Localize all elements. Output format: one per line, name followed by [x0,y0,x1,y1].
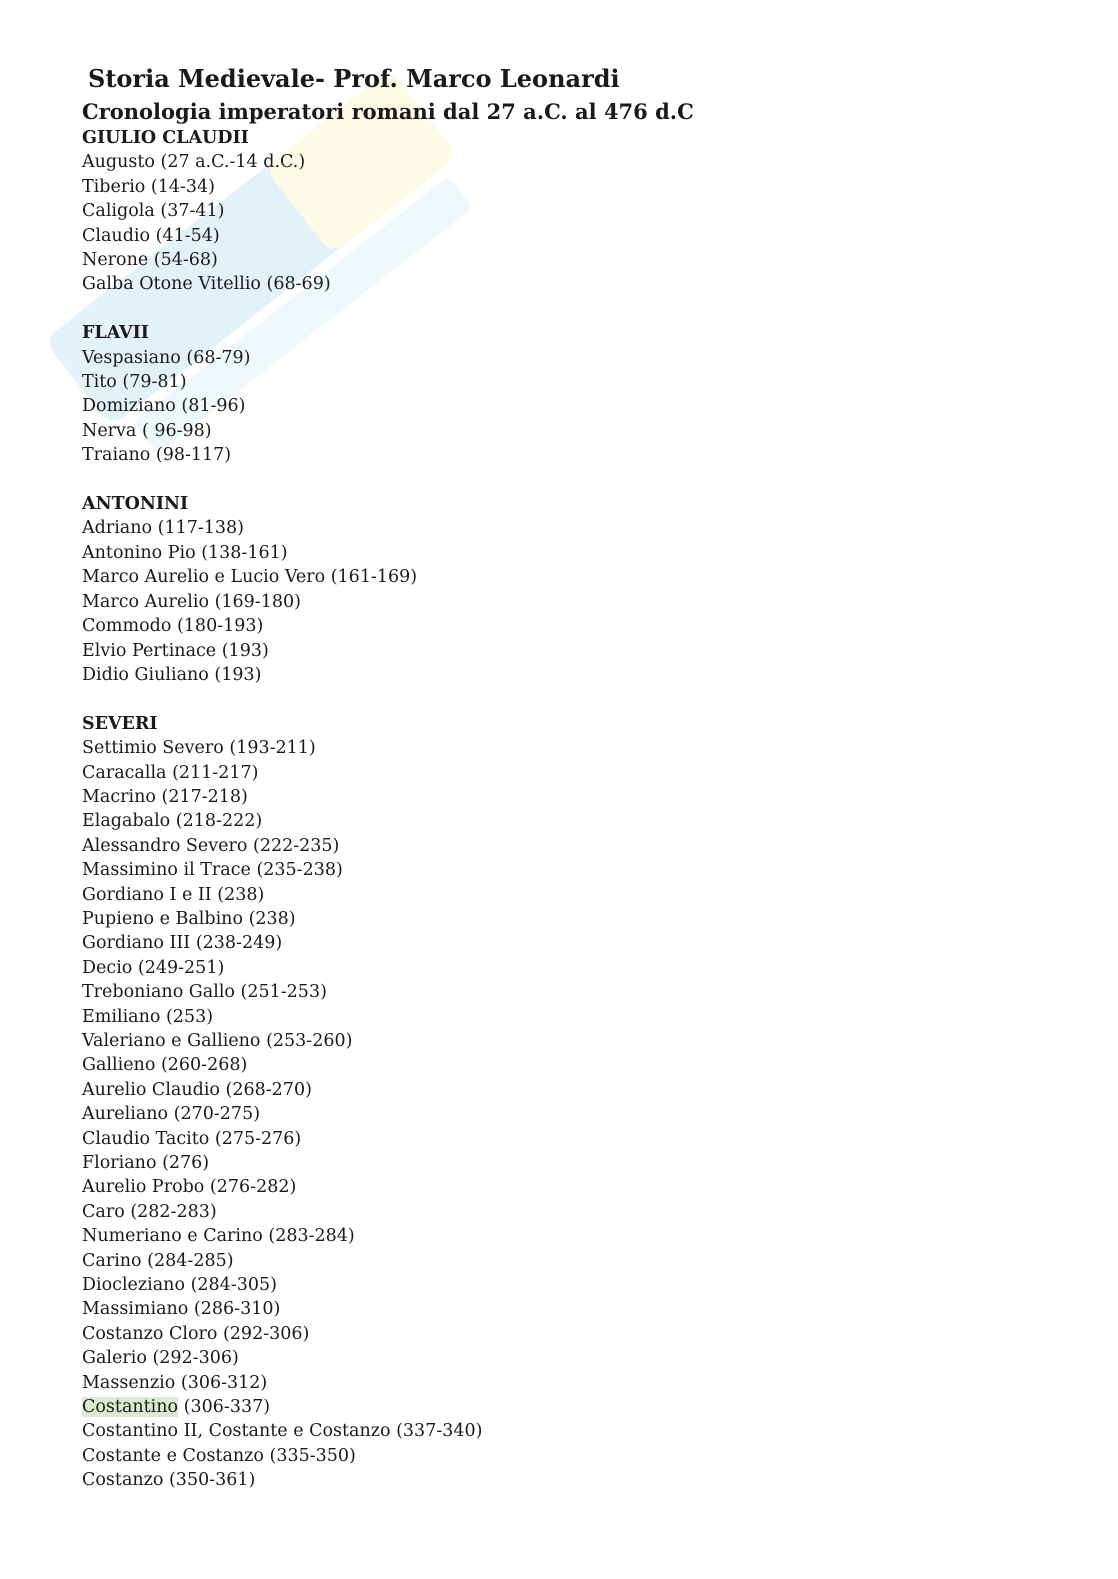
reign-dates: (270-275) [173,1104,261,1125]
emperor-name: Augusto [82,152,155,173]
reign-dates: (283-284) [268,1226,355,1247]
emperor-entry [82,980,1062,1004]
emperor-name: Massenzio [82,1372,176,1393]
emperor-name: Galerio [82,1348,147,1369]
emperor-name: Didio Giuliano [82,664,209,685]
emperor-name: Antonino Pio [82,542,196,563]
reign-dates: (249-251) [137,957,225,978]
emperor-entry [82,1053,1062,1077]
emperor-name: Claudio Tacito [82,1128,210,1149]
emperor-entry [82,443,1062,467]
emperor-name: Caracalla [82,762,167,783]
emperor-entry [82,1249,1062,1273]
reign-dates: (117-138) [157,518,244,539]
emperor-name: Costantino II, Costante e Costanzo [82,1421,391,1442]
emperor-entry [82,785,1062,809]
dynasty-heading: SEVERI [82,713,158,734]
reign-dates: (98-117) [155,445,232,466]
reign-dates: (292-306) [222,1323,310,1344]
emperor-name: Emiliano [82,1006,161,1027]
emperor-entry [82,1151,1062,1175]
emperor-entry [82,224,1062,248]
emperor-name: Costanzo [82,1470,164,1491]
reign-dates: (14-34) [150,176,216,197]
emperor-entry [82,1200,1062,1224]
emperor-name: Alessandro Severo [82,835,248,856]
emperor-name: Costante e Costanzo [82,1445,264,1466]
document-title: Storia Medievale- Prof. Marco Leonardi [88,64,620,93]
emperor-name: Gordiano I e II [82,884,212,905]
reign-dates: (54-68) [153,250,218,271]
emperor-name: Aureliano [82,1104,169,1125]
reign-dates: (81-96) [181,396,246,417]
reign-dates: (260-268) [160,1055,248,1076]
emperor-entry [82,614,1062,638]
emperor-entry [82,663,1062,687]
reign-dates: (138-161) [201,542,288,563]
emperor-entry [82,1395,1062,1419]
emperor-entry [82,883,1062,907]
emperor-entry [82,956,1062,980]
emperor-entry [82,150,1062,174]
reign-dates: (335-350) [269,1445,356,1466]
emperor-entry [82,907,1062,931]
emperor-name: Adriano [82,518,153,539]
reign-dates: ( 96-98) [141,420,212,441]
emperor-name: Traiano [82,445,151,466]
emperor-entry [82,1273,1062,1297]
emperor-name: Claudio [82,225,151,246]
emperor-list [82,126,1062,1493]
emperor-name: Nerva [82,420,137,441]
emperor-entry [82,590,1062,614]
dynasty-section [82,712,1062,1493]
reign-dates: (235-238) [256,860,343,881]
reign-dates: (284-285) [147,1250,234,1271]
emperor-name: Diocleziano [82,1275,185,1296]
emperor-entry [82,1175,1062,1199]
emperor-name: Marco Aurelio [82,591,209,612]
emperor-entry [82,1005,1062,1029]
emperor-name: Pupieno e Balbino [82,908,243,929]
emperor-name: Domiziano [82,396,176,417]
emperor-name: Massimino il Trace [82,860,251,881]
reign-dates: (306-337) [183,1397,271,1418]
emperor-name: Settimio Severo [82,738,224,759]
emperor-name: Aurelio Claudio [82,1079,220,1100]
dynasty-section [82,492,1062,687]
reign-dates: (286-310) [193,1299,281,1320]
document-subtitle: Cronologia imperatori romani dal 27 a.C. al 476 d.C [82,99,694,124]
reign-dates: (268-270) [225,1079,312,1100]
emperor-name: Tito [82,372,117,393]
emperor-name: Galba Otone Vitellio [82,274,261,295]
reign-dates: (292-306) [152,1348,239,1369]
reign-dates: (253) [165,1006,214,1027]
emperor-name: Commodo [82,616,172,637]
emperor-entry [82,736,1062,760]
emperor-entry [82,175,1062,199]
reign-dates: (284-305) [190,1275,277,1296]
reign-dates: (68-69) [266,274,331,295]
emperor-name: Carino [82,1250,142,1271]
emperor-entry [82,1127,1062,1151]
emperor-entry [82,394,1062,418]
reign-dates: (79-81) [122,372,187,393]
emperor-entry [82,1346,1062,1370]
reign-dates: (211-217) [172,762,259,783]
emperor-entry [82,1468,1062,1492]
emperor-name: Marco Aurelio e Lucio Vero [82,567,326,588]
reign-dates: (193-211) [229,738,316,759]
dynasty-section [82,126,1062,297]
emperor-entry [82,370,1062,394]
reign-dates: (193) [214,664,262,685]
reign-dates: (68-79) [186,347,251,368]
emperor-entry [82,272,1062,296]
emperor-entry [82,1102,1062,1126]
emperor-entry [82,248,1062,272]
reign-dates: (169-180) [214,591,301,612]
emperor-name: Costantino [82,1397,179,1418]
emperor-entry [82,639,1062,663]
emperor-name: Nerone [82,250,149,271]
reign-dates: (41-54) [155,225,220,246]
emperor-name: Valeriano e Gallieno [82,1030,261,1051]
reign-dates: (350-361) [168,1470,256,1491]
emperor-name: Gordiano III [82,933,191,954]
reign-dates: (306-312) [180,1372,268,1393]
emperor-name: Aurelio Probo [82,1177,205,1198]
emperor-name: Massimiano [82,1299,189,1320]
reign-dates: (337-340) [396,1421,483,1442]
reign-dates: (238) [248,908,296,929]
dynasty-heading: FLAVII [82,323,149,344]
emperor-entry [82,834,1062,858]
emperor-name: Caligola [82,201,155,222]
emperor-entry [82,1444,1062,1468]
reign-dates: (253-260) [266,1030,353,1051]
reign-dates: (238-249) [195,933,283,954]
dynasty-section [82,321,1062,467]
emperor-entry [82,1029,1062,1053]
emperor-entry [82,541,1062,565]
emperor-name: Macrino [82,786,156,807]
reign-dates: (276) [162,1153,210,1174]
emperor-entry [82,1419,1062,1443]
emperor-name: Elvio Pertinace [82,640,217,661]
emperor-entry [82,931,1062,955]
dynasty-heading: ANTONINI [82,494,189,515]
reign-dates: (161-169) [330,567,418,588]
emperor-name: Tiberio [82,176,146,197]
reign-dates: (222-235) [253,835,340,856]
reign-dates: (275-276) [214,1128,302,1149]
reign-dates: (37-41) [160,201,225,222]
emperor-entry [82,809,1062,833]
emperor-entry [82,1371,1062,1395]
reign-dates: (217-218) [161,786,248,807]
emperor-name: Treboniano Gallo [82,982,235,1003]
emperor-entry [82,199,1062,223]
reign-dates: (251-253) [240,982,327,1003]
emperor-entry [82,1297,1062,1321]
emperor-name: Gallieno [82,1055,156,1076]
reign-dates: (193) [221,640,269,661]
emperor-name: Vespasiano [82,347,181,368]
reign-dates: (238) [217,884,265,905]
emperor-entry [82,1078,1062,1102]
document-page [82,64,1062,1493]
dynasty-heading: GIULIO CLAUDII [82,128,249,148]
emperor-name: Decio [82,957,133,978]
emperor-entry [82,419,1062,443]
emperor-name: Caro [82,1201,125,1222]
emperor-entry [82,1224,1062,1248]
emperor-entry [82,858,1062,882]
emperor-entry [82,346,1062,370]
emperor-name: Elagabalo [82,811,171,832]
reign-dates: (276-282) [209,1177,297,1198]
emperor-name: Floriano [82,1153,157,1174]
reign-dates: (27 a.C.-14 d.C.) [160,152,306,173]
emperor-entry [82,1322,1062,1346]
emperor-name: Costanzo Cloro [82,1323,218,1344]
emperor-name: Numeriano e Carino [82,1226,263,1247]
reign-dates: (218-222) [175,811,263,832]
emperor-entry [82,516,1062,540]
emperor-entry [82,761,1062,785]
reign-dates: (282-283) [130,1201,217,1222]
reign-dates: (180-193) [176,616,264,637]
emperor-entry [82,565,1062,589]
